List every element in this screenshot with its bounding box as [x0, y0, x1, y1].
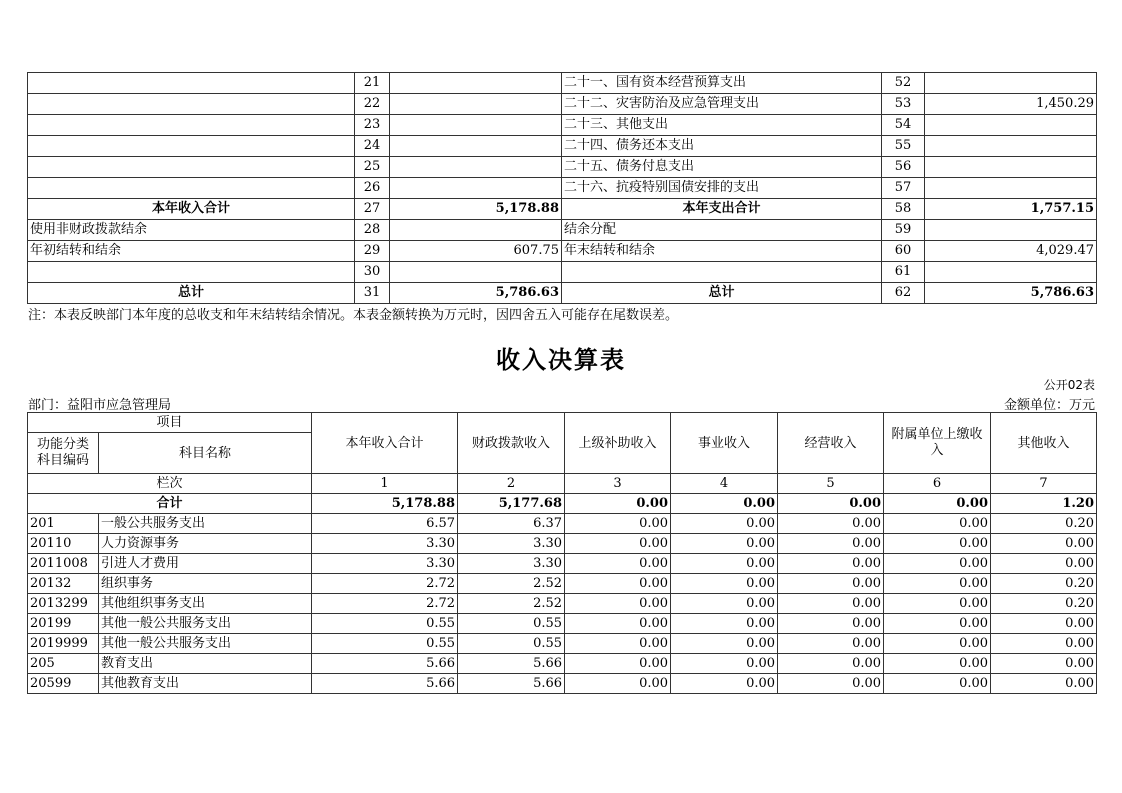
subject-name: 组织事务 — [99, 574, 312, 594]
amount-cell: 3.30 — [312, 554, 458, 574]
summary-row — [28, 199, 1097, 220]
summary-left-label — [28, 94, 355, 115]
summary-right-value — [925, 178, 1097, 199]
func-code: 205 — [28, 654, 99, 674]
column-number: 6 — [884, 474, 991, 494]
amount-cell: 0.00 — [991, 634, 1097, 654]
summary-left-label — [28, 115, 355, 136]
summary-left-value — [390, 157, 562, 178]
amount-cell: 0.00 — [778, 614, 884, 634]
func-code: 2011008 — [28, 554, 99, 574]
amount-cell: 0.00 — [671, 514, 778, 534]
total-value: 0.00 — [565, 494, 671, 514]
subject-name: 其他教育支出 — [99, 674, 312, 694]
amount-cell: 0.55 — [458, 614, 565, 634]
amount-cell: 0.55 — [312, 614, 458, 634]
column-number: 1 — [312, 474, 458, 494]
summary-row — [28, 73, 1097, 94]
amount-cell: 5.66 — [458, 654, 565, 674]
summary-left-label: 年初结转和结余 — [28, 241, 355, 262]
amount-cell: 0.00 — [884, 614, 991, 634]
func-code: 201 — [28, 514, 99, 534]
summary-right-line-no: 54 — [882, 115, 925, 136]
summary-left-value — [390, 178, 562, 199]
amount-cell: 0.20 — [991, 594, 1097, 614]
amount-cell: 0.00 — [565, 574, 671, 594]
amount-cell: 2.52 — [458, 574, 565, 594]
func-code: 2013299 — [28, 594, 99, 614]
table-note: 注：本表反映部门本年度的总收支和年末结转结余情况。本表金额转换为万元时，因四舍五入可能存在尾数误差。 — [28, 308, 679, 323]
summary-right-line-no: 62 — [882, 283, 925, 304]
amount-cell: 0.00 — [778, 594, 884, 614]
subject-name: 教育支出 — [99, 654, 312, 674]
func-code: 20110 — [28, 534, 99, 554]
column-number: 7 — [991, 474, 1097, 494]
amount-cell: 0.00 — [991, 534, 1097, 554]
summary-right-line-no: 57 — [882, 178, 925, 199]
income-table — [27, 412, 1097, 694]
func-code: 20199 — [28, 614, 99, 634]
revenue-expenditure-summary-table — [27, 72, 1097, 304]
amount-cell: 0.00 — [884, 514, 991, 534]
summary-right-value: 4,029.47 — [925, 241, 1097, 262]
summary-right-line-no: 61 — [882, 262, 925, 283]
amount-cell: 0.00 — [671, 674, 778, 694]
amount-cell: 2.52 — [458, 594, 565, 614]
amount-cell: 3.30 — [458, 534, 565, 554]
amount-cell: 6.57 — [312, 514, 458, 534]
header-subject-name: 科目名称 — [99, 433, 312, 474]
summary-right-label: 二十五、债务付息支出 — [562, 157, 882, 178]
amount-cell: 0.20 — [991, 514, 1097, 534]
summary-left-value — [390, 94, 562, 115]
summary-row — [28, 220, 1097, 241]
summary-right-label: 结余分配 — [562, 220, 882, 241]
summary-right-value — [925, 262, 1097, 283]
table-row — [28, 554, 1097, 574]
summary-left-line-no: 30 — [355, 262, 390, 283]
table-row — [28, 634, 1097, 654]
summary-left-label: 总计 — [28, 283, 355, 304]
summary-right-label — [562, 262, 882, 283]
subject-name: 其他组织事务支出 — [99, 594, 312, 614]
table-row — [28, 654, 1097, 674]
amount-cell: 2.72 — [312, 594, 458, 614]
amount-cell: 0.00 — [778, 514, 884, 534]
amount-cell: 0.00 — [565, 534, 671, 554]
summary-left-value: 5,178.88 — [390, 199, 562, 220]
amount-cell: 0.00 — [671, 594, 778, 614]
table-row — [28, 574, 1097, 594]
summary-right-line-no: 59 — [882, 220, 925, 241]
summary-right-value — [925, 136, 1097, 157]
amount-cell: 0.00 — [884, 594, 991, 614]
amount-cell: 0.00 — [778, 674, 884, 694]
col-header: 其他收入 — [991, 413, 1097, 474]
table-row — [28, 594, 1097, 614]
total-value: 0.00 — [884, 494, 991, 514]
column-number: 5 — [778, 474, 884, 494]
summary-right-label: 二十三、其他支出 — [562, 115, 882, 136]
summary-right-value — [925, 73, 1097, 94]
col-header: 经营收入 — [778, 413, 884, 474]
summary-left-line-no: 31 — [355, 283, 390, 304]
summary-right-line-no: 52 — [882, 73, 925, 94]
amount-cell: 0.00 — [671, 634, 778, 654]
amount-cell: 5.66 — [312, 654, 458, 674]
header-item: 项目 — [28, 413, 312, 433]
func-code: 20599 — [28, 674, 99, 694]
amount-cell: 0.00 — [991, 654, 1097, 674]
column-number: 4 — [671, 474, 778, 494]
summary-left-value — [390, 73, 562, 94]
department-label: 部门：益阳市应急管理局 — [28, 398, 172, 413]
subject-name: 引进人才费用 — [99, 554, 312, 574]
summary-right-label: 二十四、债务还本支出 — [562, 136, 882, 157]
amount-cell: 0.00 — [991, 674, 1097, 694]
amount-cell: 0.20 — [991, 574, 1097, 594]
col-header: 财政拨款收入 — [458, 413, 565, 474]
total-value: 5,177.68 — [458, 494, 565, 514]
amount-cell: 5.66 — [312, 674, 458, 694]
amount-cell: 0.00 — [884, 654, 991, 674]
amount-cell: 0.00 — [778, 574, 884, 594]
summary-right-value: 5,786.63 — [925, 283, 1097, 304]
col-header: 上级补助收入 — [565, 413, 671, 474]
summary-left-line-no: 27 — [355, 199, 390, 220]
header-func-code: 功能分类 科目编码 — [28, 433, 99, 474]
amount-cell: 0.00 — [884, 554, 991, 574]
summary-right-value — [925, 220, 1097, 241]
summary-left-label: 本年收入合计 — [28, 199, 355, 220]
table-row — [28, 534, 1097, 554]
col-header: 附属单位上缴收入 — [884, 413, 991, 474]
col-header: 本年收入合计 — [312, 413, 458, 474]
summary-left-line-no: 22 — [355, 94, 390, 115]
summary-right-line-no: 60 — [882, 241, 925, 262]
total-value: 0.00 — [778, 494, 884, 514]
summary-row — [28, 241, 1097, 262]
subject-name: 其他一般公共服务支出 — [99, 634, 312, 654]
amount-cell: 0.00 — [778, 554, 884, 574]
amount-cell: 0.00 — [565, 554, 671, 574]
amount-cell: 5.66 — [458, 674, 565, 694]
total-value: 5,178.88 — [312, 494, 458, 514]
summary-left-line-no: 21 — [355, 73, 390, 94]
summary-left-line-no: 26 — [355, 178, 390, 199]
func-code: 20132 — [28, 574, 99, 594]
amount-cell: 3.30 — [458, 554, 565, 574]
amount-cell: 0.55 — [458, 634, 565, 654]
summary-right-line-no: 53 — [882, 94, 925, 115]
summary-left-label — [28, 136, 355, 157]
summary-right-label: 二十二、灾害防治及应急管理支出 — [562, 94, 882, 115]
summary-left-line-no: 28 — [355, 220, 390, 241]
amount-cell: 2.72 — [312, 574, 458, 594]
amount-cell: 0.00 — [671, 614, 778, 634]
column-number: 2 — [458, 474, 565, 494]
amount-cell: 0.00 — [671, 534, 778, 554]
summary-right-line-no: 58 — [882, 199, 925, 220]
summary-left-value: 607.75 — [390, 241, 562, 262]
amount-cell: 0.00 — [565, 514, 671, 534]
summary-left-line-no: 29 — [355, 241, 390, 262]
form-number: 公开02表 — [1043, 378, 1095, 392]
amount-cell: 3.30 — [312, 534, 458, 554]
amount-cell: 0.55 — [312, 634, 458, 654]
summary-row — [28, 262, 1097, 283]
summary-row — [28, 178, 1097, 199]
amount-cell: 0.00 — [778, 534, 884, 554]
summary-left-line-no: 24 — [355, 136, 390, 157]
summary-right-line-no: 56 — [882, 157, 925, 178]
amount-cell: 0.00 — [671, 574, 778, 594]
summary-left-line-no: 25 — [355, 157, 390, 178]
summary-right-line-no: 55 — [882, 136, 925, 157]
summary-left-label — [28, 178, 355, 199]
summary-left-label: 使用非财政拨款结余 — [28, 220, 355, 241]
summary-left-value — [390, 136, 562, 157]
summary-left-value — [390, 115, 562, 136]
summary-row — [28, 283, 1097, 304]
summary-left-value — [390, 262, 562, 283]
total-row — [28, 494, 1097, 514]
amount-unit-label: 金额单位：万元 — [1003, 398, 1095, 413]
amount-cell: 0.00 — [884, 634, 991, 654]
summary-row — [28, 157, 1097, 178]
summary-row — [28, 115, 1097, 136]
summary-left-label — [28, 262, 355, 283]
amount-cell: 0.00 — [671, 654, 778, 674]
summary-row — [28, 94, 1097, 115]
amount-cell: 0.00 — [991, 614, 1097, 634]
column-number: 3 — [565, 474, 671, 494]
summary-left-label — [28, 73, 355, 94]
amount-cell: 0.00 — [671, 554, 778, 574]
summary-right-label: 二十一、国有资本经营预算支出 — [562, 73, 882, 94]
summary-left-value — [390, 220, 562, 241]
subject-name: 人力资源事务 — [99, 534, 312, 554]
amount-cell: 0.00 — [565, 674, 671, 694]
column-row-label: 栏次 — [28, 474, 312, 494]
amount-cell: 6.37 — [458, 514, 565, 534]
amount-cell: 0.00 — [884, 674, 991, 694]
summary-right-label: 总计 — [562, 283, 882, 304]
summary-left-value: 5,786.63 — [390, 283, 562, 304]
summary-left-line-no: 23 — [355, 115, 390, 136]
summary-right-value: 1,450.29 — [925, 94, 1097, 115]
summary-left-label — [28, 157, 355, 178]
subject-name: 一般公共服务支出 — [99, 514, 312, 534]
total-value: 1.20 — [991, 494, 1097, 514]
amount-cell: 0.00 — [991, 554, 1097, 574]
amount-cell: 0.00 — [778, 654, 884, 674]
table-row — [28, 674, 1097, 694]
subject-name: 其他一般公共服务支出 — [99, 614, 312, 634]
total-label: 合计 — [28, 494, 312, 514]
amount-cell: 0.00 — [778, 634, 884, 654]
amount-cell: 0.00 — [884, 574, 991, 594]
summary-right-label: 年末结转和结余 — [562, 241, 882, 262]
summary-right-value — [925, 157, 1097, 178]
summary-right-label: 二十六、抗疫特别国债安排的支出 — [562, 178, 882, 199]
table-row — [28, 614, 1097, 634]
summary-right-label: 本年支出合计 — [562, 199, 882, 220]
amount-cell: 0.00 — [884, 534, 991, 554]
total-value: 0.00 — [671, 494, 778, 514]
summary-right-value — [925, 115, 1097, 136]
col-header: 事业收入 — [671, 413, 778, 474]
amount-cell: 0.00 — [565, 594, 671, 614]
amount-cell: 0.00 — [565, 614, 671, 634]
page-title: 收入决算表 — [496, 346, 626, 374]
amount-cell: 0.00 — [565, 654, 671, 674]
summary-right-value: 1,757.15 — [925, 199, 1097, 220]
table-row — [28, 514, 1097, 534]
summary-row — [28, 136, 1097, 157]
amount-cell: 0.00 — [565, 634, 671, 654]
func-code: 2019999 — [28, 634, 99, 654]
